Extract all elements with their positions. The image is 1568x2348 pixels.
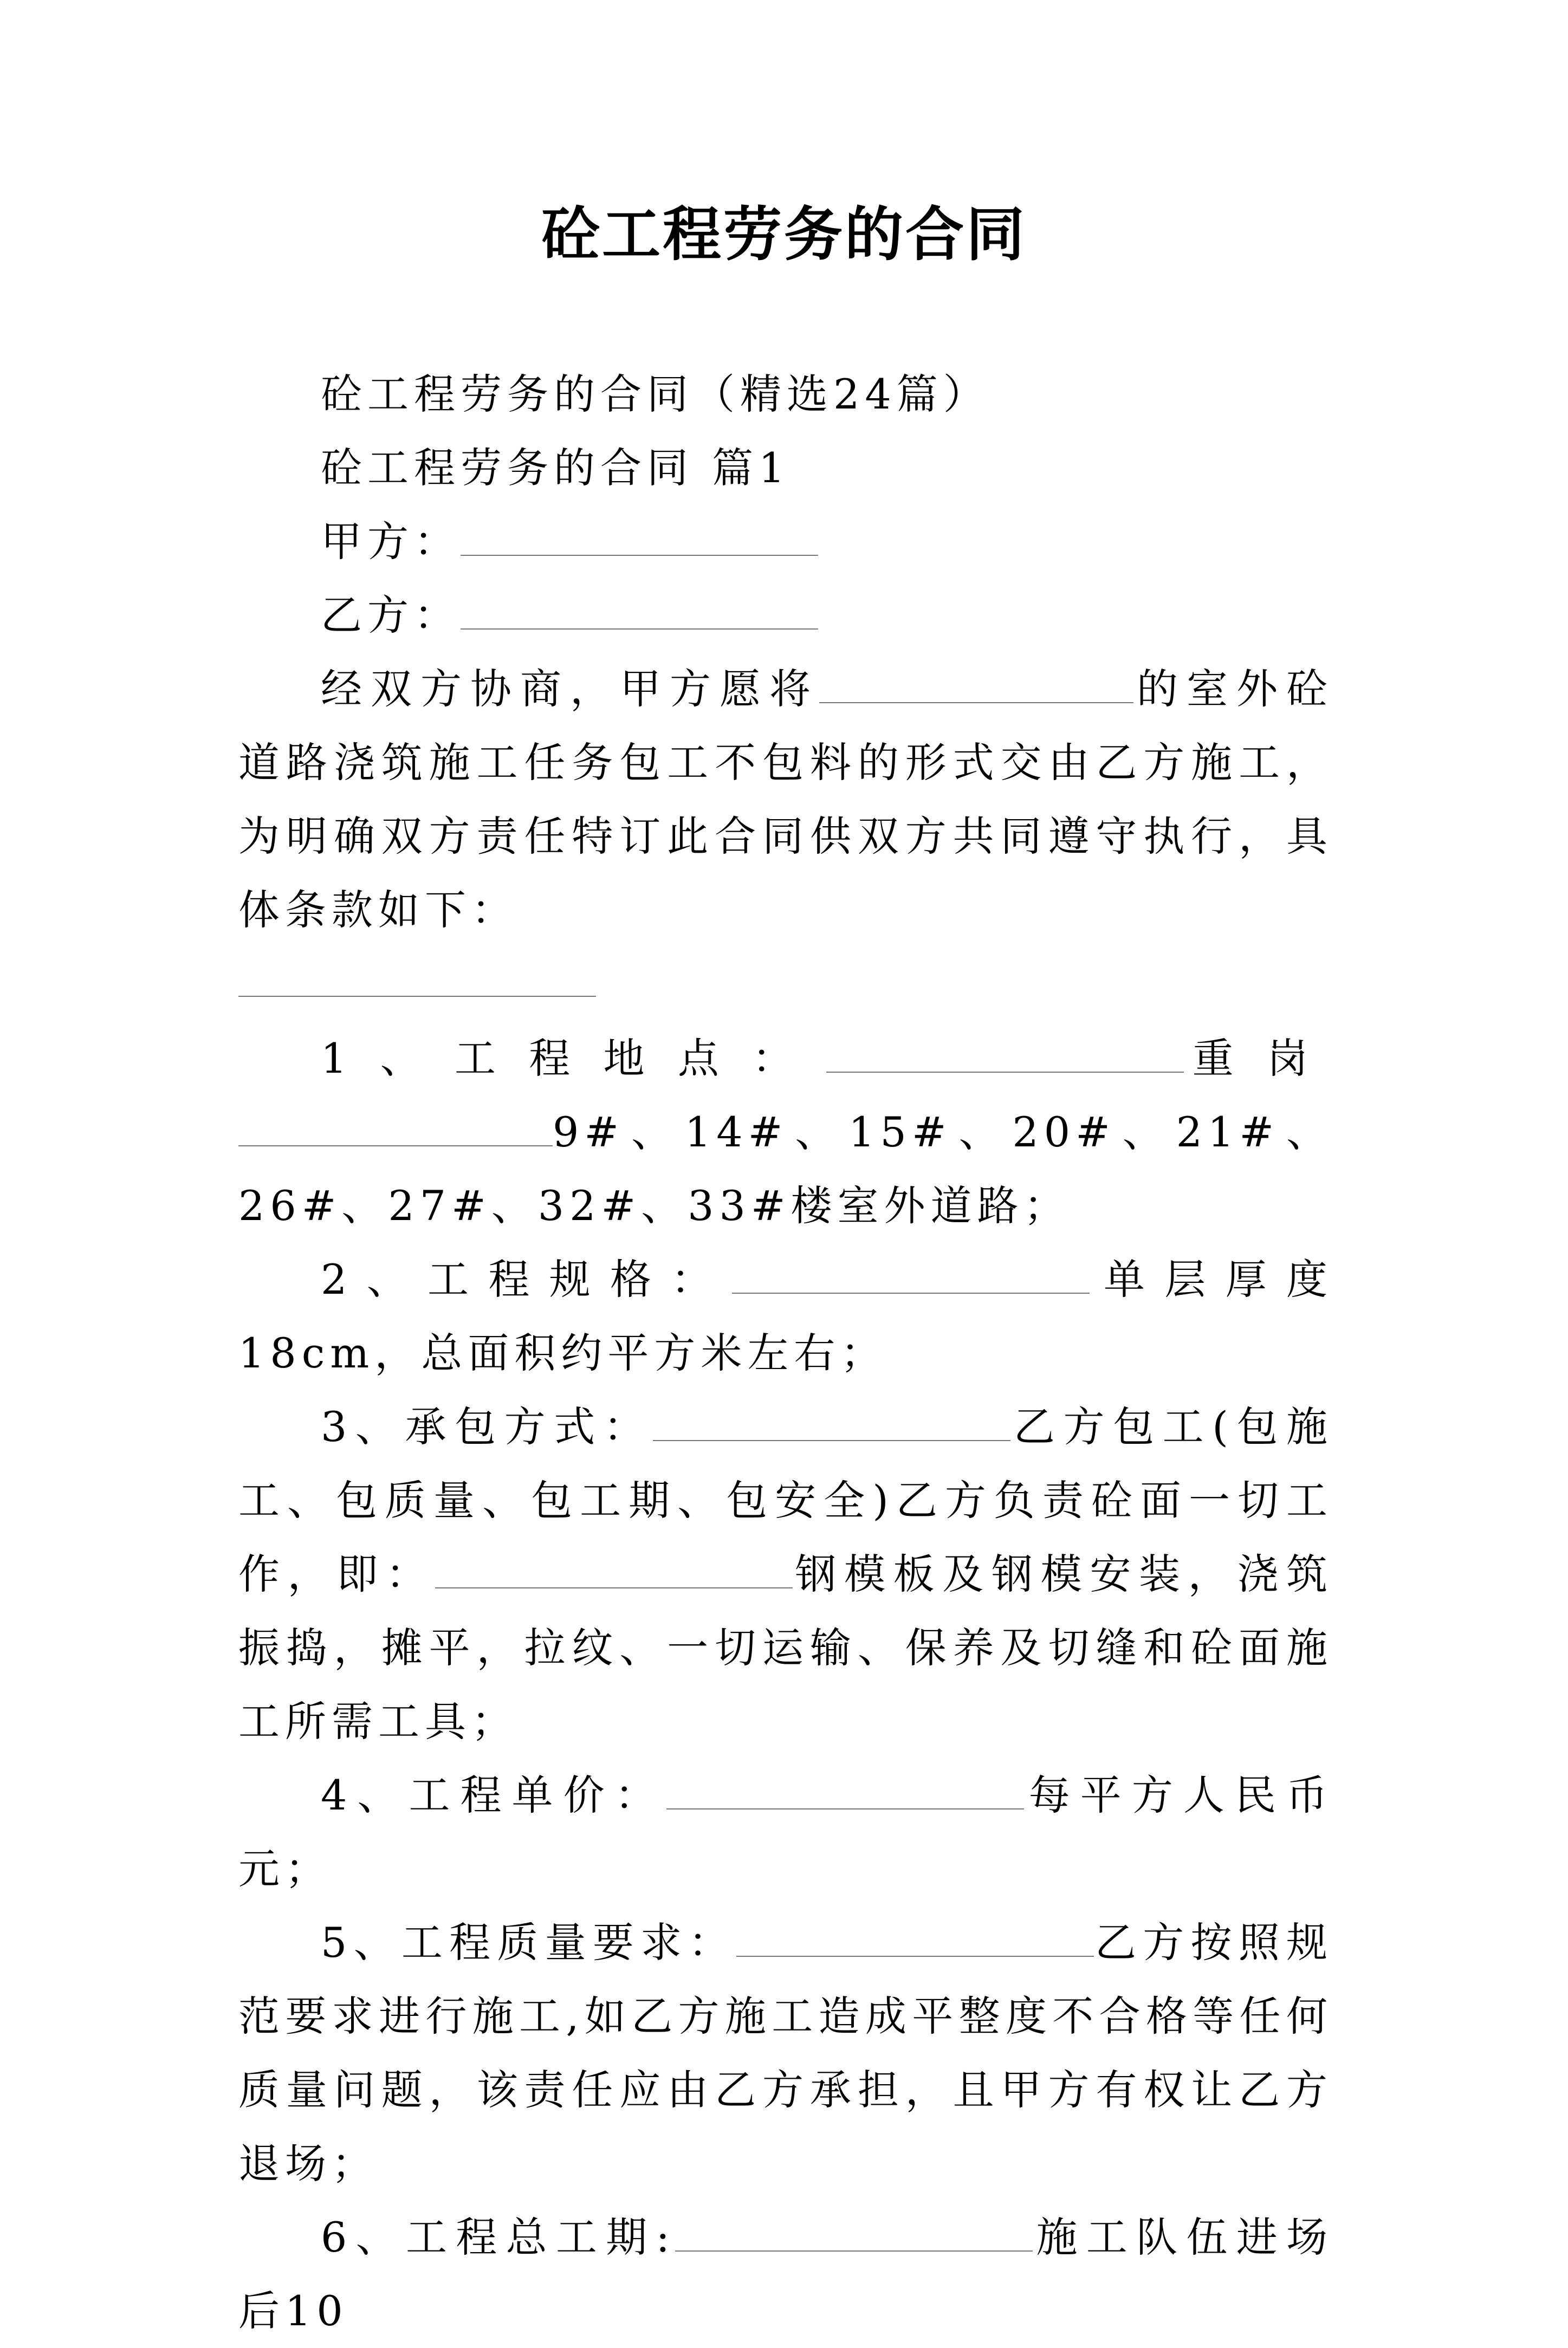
clause-6-text: 施工队伍进场后10 bbox=[238, 2213, 1333, 2335]
clause-2 bbox=[238, 1243, 1333, 1390]
clause-6-label: 6、工程总工期: bbox=[321, 2213, 676, 2261]
blank-line[interactable] bbox=[238, 996, 596, 997]
clause-1-blank-2[interactable] bbox=[238, 1106, 553, 1146]
clause-5-label: 5、工程质量要求： bbox=[321, 1918, 736, 1967]
clause-1-blank[interactable] bbox=[826, 1033, 1184, 1073]
clause-3-blank-2[interactable] bbox=[435, 1548, 793, 1588]
clause-5-blank[interactable] bbox=[736, 1917, 1094, 1957]
clause-3 bbox=[238, 1390, 1333, 1759]
clause-6-blank[interactable] bbox=[675, 2211, 1033, 2252]
party-a-blank[interactable] bbox=[461, 516, 818, 556]
party-b-line bbox=[238, 579, 1333, 652]
clause-5-text: 乙方按照规范要求进行施工,如乙方施工造成平整度不合格等任何质量问题，该责任应由乙方承担，且甲方有权让乙方退场； bbox=[238, 1918, 1333, 2188]
clause-3-text: 乙方包工(包施工、包质量、包工期、包安全)乙方负责砼面一切工作，即： bbox=[238, 1403, 1333, 1598]
project-blank[interactable] bbox=[819, 663, 1133, 703]
clause-4-label: 4、工程单价： bbox=[321, 1771, 666, 1819]
clause-1-text: 重岗 bbox=[1184, 1034, 1333, 1082]
clause-2-label: 2、工程规格： bbox=[321, 1255, 732, 1303]
section-heading: 砼工程劳务的合同 篇1 bbox=[321, 444, 791, 492]
clause-3-label: 3、承包方式： bbox=[321, 1403, 653, 1451]
clause-1-label: 1、工程地点： bbox=[321, 1034, 827, 1082]
clause-4-text: 每平方人民币元； bbox=[238, 1771, 1333, 1893]
intro-text-1: 经双方协商，甲方愿将 bbox=[321, 665, 819, 713]
party-a-label: 甲方： bbox=[321, 517, 461, 566]
clause-2-text: 单层厚度18cm，总面积约平方米左右； bbox=[238, 1255, 1333, 1377]
clause-3-text-2: 钢模板及钢模安装，浇筑振捣，摊平，拉纹、一切运输、保养及切缝和砼面施工所需工具； bbox=[238, 1550, 1333, 1746]
subtitle: 砼工程劳务的合同（精选24篇） bbox=[321, 370, 990, 418]
clause-1 bbox=[238, 1022, 1333, 1243]
clause-2-blank[interactable] bbox=[732, 1254, 1090, 1294]
party-a-line bbox=[238, 505, 1333, 579]
clause-6 bbox=[238, 2201, 1333, 2348]
intro-paragraph bbox=[238, 652, 1333, 947]
intro-text-2: 的室外砼道路浇筑施工任务包工不包料的形式交由乙方施工，为明确双方责任特订此合同供双方共同遵守执行，具体条款如下： bbox=[238, 665, 1333, 934]
clause-4 bbox=[238, 1759, 1333, 1906]
party-b-blank[interactable] bbox=[461, 589, 818, 630]
document-title: 砼工程劳务的合同 bbox=[541, 200, 1027, 269]
party-b-label: 乙方： bbox=[321, 591, 461, 639]
clause-5 bbox=[238, 1906, 1333, 2201]
document-body bbox=[238, 358, 1333, 2348]
clause-4-blank[interactable] bbox=[666, 1769, 1024, 1809]
clause-1-text-2: 9#、14#、15#、20#、21#、26#、27#、32#、33#楼室外道路； bbox=[238, 1108, 1333, 1230]
clause-3-blank[interactable] bbox=[653, 1401, 1010, 1441]
